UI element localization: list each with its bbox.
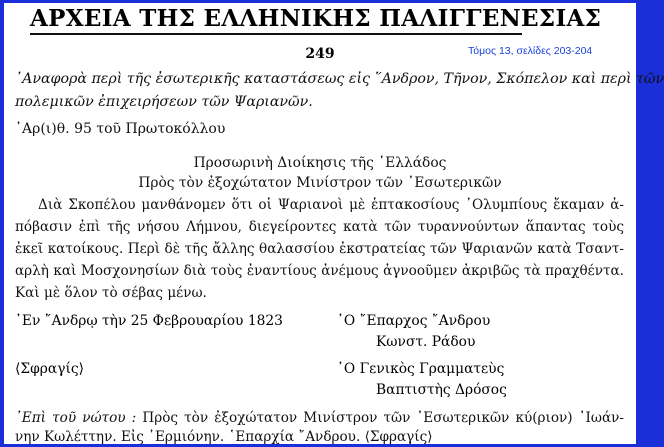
verso-label: ᾿Επὶ τοῦ νώτου : bbox=[15, 410, 137, 426]
volume-reference: Τόμος 13, σελίδες 203-204 bbox=[468, 45, 593, 57]
signer-1-name: Κωνστ. Ράδου bbox=[376, 334, 476, 350]
signer-2-title: ῾Ο Γενικὸς Γραμματεὺς bbox=[337, 361, 505, 377]
subject-line-2: πολεμικῶν ἐπιχειρήσεων τῶν Ψαριανῶν. bbox=[15, 94, 313, 110]
addressee-heading-2: Πρὸς τὸν ἐξοχώτατον Μινίστρον τῶν ᾿Εσωτερικῶν bbox=[138, 175, 502, 191]
body-line: Καὶ μὲ ὅλον τὸ σέβας μένω. bbox=[15, 285, 207, 301]
seal-mark: ⟨Σφραγίς⟩ bbox=[15, 361, 84, 377]
page-number: 249 bbox=[305, 46, 335, 62]
body-line: Διὰ Σκοπέλου μανθάνομεν ὅτι οἱ Ψαριανοὶ μὲ ἑπτακοσίους ᾿Ολυμπίους ἔκαμαν ἀ- bbox=[38, 197, 624, 213]
body-line: ἐκεῖ κατοίκους. Περὶ δὲ τῆς ἄλλης θαλασσίου ἐκστρατείας τῶν Ψαριανῶν κατὰ Τσαντ- bbox=[15, 241, 624, 257]
signer-1-title: ῾Ο ῎Επαρχος ῎Ανδρου bbox=[337, 313, 491, 329]
verso-text-1: Πρὸς τὸν ἐξοχώτατον Μινίστρον τῶν ᾿Εσωτερικῶν κύ(ριον) ᾿Ιωάν- bbox=[136, 410, 625, 426]
signer-2-name: Βαπτιστὴς Δρόσος bbox=[376, 382, 507, 398]
registry-number: ᾿Αρ(ι)θ. 95 τοῦ Πρωτοκόλλου bbox=[15, 121, 226, 137]
body-line: πόβασιν ἐπὶ τῆς νήσου Λήμνου, διεγείροντες κατὰ τῶν τυραννούντων ἅπαντας τοὺς bbox=[15, 219, 624, 235]
body-line: αρλὴ καὶ Μοσχονησίων διὰ τοὺς ἐναντίους ἀνέμους ἀγνοοῦμεν ἀκριβῶς τὰ πραχθέντα. bbox=[15, 263, 624, 279]
subject-line-1: ᾿Αναφορὰ περὶ τῆς ἐσωτερικῆς καταστάσεως εἰς ῞Ανδρον, Τῆνον, Σκόπελον καὶ περὶ τῶν bbox=[15, 71, 664, 87]
header-title: ΑΡΧΕΙΑ ΤΗΣ ΕΛΛΗΝΙΚΗΣ ΠΑΛΙΓΓΕΝΕΣΙΑΣ bbox=[30, 5, 522, 35]
addressee-heading-1: Προσωρινὴ Διοίκησις τῆς ῾Ελλάδος bbox=[193, 155, 447, 171]
verso-line-1 bbox=[4, 410, 636, 426]
place-date: ᾿Εν ῎Ανδρῳ τὴν 25 Φεβρουαρίου 1823 bbox=[15, 313, 283, 329]
verso-line-2: νην Κωλέττην. Εἰς ῾Ερμιόνην. ῾Επαρχία ῎Ανδρου. ⟨Σφραγίς⟩ bbox=[15, 429, 433, 445]
header bbox=[4, 5, 636, 39]
document-page bbox=[4, 3, 664, 445]
